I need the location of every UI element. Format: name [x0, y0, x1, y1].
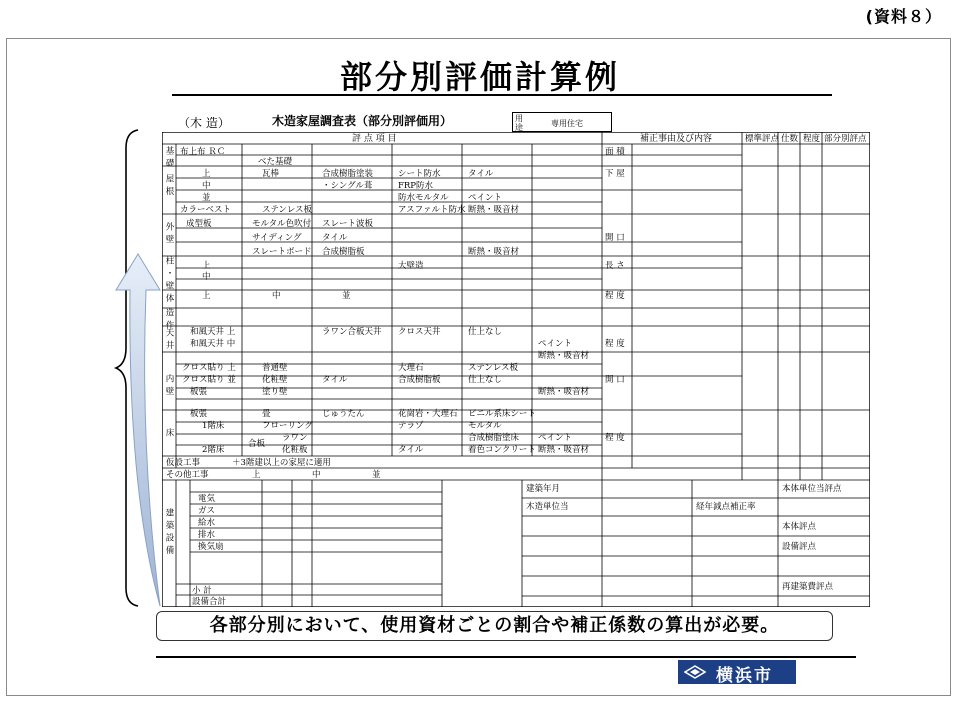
- summary-depreciation: 経年減点補正率: [696, 502, 756, 512]
- interior-material-cloth-lower: クロス貼り 並: [182, 375, 236, 385]
- ceiling-material-lauan: ラワン合板天井: [322, 327, 382, 337]
- interior-material-plaster: 塗り壁: [262, 387, 288, 397]
- row-roof-label: 屋根: [164, 174, 174, 199]
- fixture-material-lower: 並: [342, 291, 351, 301]
- floor-material-flooring: フローリング: [262, 421, 313, 431]
- column-material-upper: 上: [202, 261, 211, 271]
- equipment-drainage: 排水: [198, 530, 216, 540]
- yokohama-city-mark-icon: [684, 665, 706, 679]
- wall-material-mortar: モルタル色吹付: [252, 219, 312, 229]
- wall-material-resin: 合成樹脂板: [322, 247, 365, 257]
- floor-material-granite: 花崗岩・大理石: [398, 409, 458, 419]
- summary-unit-points: 本体単位当評点: [782, 484, 842, 494]
- wall-material-slateboard: スレートボード: [252, 247, 312, 257]
- floor-material-carpet: じゅうたん: [322, 409, 365, 419]
- summary-rebuild-points: 再建築費評点: [782, 582, 834, 592]
- roof-material-stainless: ステンレス板: [262, 205, 312, 215]
- correction-fixture: 程 度: [605, 291, 625, 301]
- roof-material-colorbest: カラーベスト: [180, 205, 232, 215]
- interior-material-resin: 合成樹脂板: [398, 375, 441, 385]
- floor-material-paint: ペイント: [538, 433, 573, 443]
- roof-material-asphalt: アスファルト防水: [398, 205, 466, 215]
- summary-build-date: 建築年月: [526, 484, 561, 494]
- wall-material-molded: 成型板: [186, 219, 212, 229]
- summary-equipment-points: 設備評点: [782, 542, 817, 552]
- roof-material-resin: 合成樹脂塗装: [322, 169, 374, 179]
- roof-material-sheet: シート防水: [398, 169, 441, 179]
- ceiling-material-paint: ペイント: [538, 339, 573, 349]
- equipment-electric: 電気: [198, 494, 216, 504]
- floor-material-board: 板張: [190, 409, 208, 419]
- temporary-work-note: ＋3階建以上の家屋に適用: [232, 458, 331, 468]
- fixture-material-upper: 上: [202, 291, 211, 301]
- floor-material-mortar: モルタル: [468, 421, 502, 431]
- summary-main-points: 本体評点: [782, 522, 817, 532]
- correction-column: 長 さ: [605, 261, 625, 271]
- interior-material-board: 板張: [190, 387, 208, 397]
- roof-material-middle: 中: [202, 181, 211, 191]
- wall-material-insulation: 断熱・吸音材: [468, 247, 520, 257]
- header-correction: 補正事由及び内容: [640, 134, 713, 144]
- roof-material-mortar: 防水モルタル: [398, 193, 449, 203]
- floor-material-insulation: 断熱・吸音材: [538, 445, 590, 455]
- roof-material-shingle: ・シングル葺: [322, 181, 373, 191]
- floor-material-lauan: ラワン: [282, 433, 308, 443]
- floor-material-colored-concrete: 着色コンクリート: [468, 445, 536, 455]
- use-key: 用途: [515, 114, 523, 132]
- header-area-ratio: 仕数: [781, 134, 799, 144]
- page-title: 部分別評価計算例: [339, 58, 620, 96]
- correction-foundation: 面 積: [605, 147, 625, 157]
- row-floor-label: 床: [164, 428, 174, 441]
- floor-material-decor: 化粧板: [282, 445, 308, 455]
- correction-exterior: 開 口: [605, 233, 625, 243]
- footer-rule: [156, 656, 856, 658]
- correction-interior: 開 口: [605, 375, 625, 385]
- interior-material-tile: タイル: [322, 375, 348, 385]
- equipment-gas: ガス: [198, 506, 216, 516]
- inspection-form: [162, 112, 870, 607]
- header-standard-points: 標準評点: [745, 134, 780, 144]
- roof-material-tile: タイル: [468, 169, 494, 179]
- wall-material-siding: サイディング: [252, 233, 302, 243]
- floor-material-resin: 合成樹脂塗床: [468, 433, 520, 443]
- roof-material-lower: 並: [202, 193, 211, 203]
- column-material-ohkabe: 大壁造: [398, 261, 424, 271]
- wall-material-slate: スレート波板: [322, 219, 374, 229]
- interior-material-none: 仕上なし: [468, 375, 503, 385]
- roof-material-insulation: 断熱・吸音材: [468, 205, 520, 215]
- use-box: [512, 112, 612, 132]
- structure-label: （木 造）: [178, 116, 230, 130]
- roof-material-upper: 上: [202, 169, 211, 179]
- floor-material-vinyl: ビニル系床シート: [468, 409, 537, 419]
- interior-material-stainless: ステンレス板: [468, 363, 518, 373]
- row-foundation-label: 基礎: [164, 146, 174, 171]
- other-work-middle: 中: [312, 470, 321, 480]
- logo-text: 横浜市: [716, 666, 773, 686]
- floor-material-plywood: 合板: [248, 439, 266, 449]
- floor-material-terrazzo: テラゾ: [398, 421, 424, 431]
- form-header: [162, 112, 870, 134]
- ceiling-material-cloth: クロス天井: [398, 327, 441, 337]
- ceiling-material-none: 仕上なし: [468, 327, 503, 337]
- row-interior-wall-label: 内壁: [164, 374, 174, 399]
- row-ceiling-label: 天井: [164, 328, 174, 353]
- yokohama-logo: [678, 660, 796, 684]
- roof-material-frp: FRP防水: [398, 181, 434, 191]
- curved-arrow-icon: [110, 250, 170, 620]
- form-title: 木造家屋調査表（部分別評価用）: [272, 114, 453, 128]
- interior-material-cloth-upper: クロス貼り 上: [182, 363, 236, 373]
- document-reference-label: (資料８）: [865, 7, 942, 26]
- wall-material-tile: タイル: [322, 233, 348, 243]
- correction-floor: 程 度: [605, 433, 625, 443]
- row-other-work-label: その他工事: [166, 470, 209, 480]
- interior-material-decorative-wall: 化粧壁: [262, 375, 288, 385]
- row-temporary-work-label: 仮設工事: [166, 458, 201, 468]
- interior-material-marble: 大理石: [398, 363, 424, 373]
- equipment-label: 建築設備: [164, 508, 174, 558]
- equipment-water-supply: 給水: [198, 518, 216, 528]
- correction-roof: 下 屋: [605, 169, 625, 179]
- row-exterior-wall-label: 外壁: [164, 222, 174, 247]
- correction-ceiling: 程 度: [605, 339, 625, 349]
- header-section-points: 部分別評点: [824, 134, 867, 144]
- floor-material-tile: タイル: [398, 445, 424, 455]
- ceiling-material-washitsu-upper: 和風天井 上: [190, 327, 236, 337]
- foundation-material-2: べた基礎: [258, 157, 293, 167]
- header-evaluation-items: 評 点 項 目: [352, 134, 397, 144]
- row-column-wall-label: 柱・壁体: [164, 256, 174, 306]
- other-work-upper: 上: [252, 470, 261, 480]
- floor-material-1f: 1階床: [202, 421, 225, 431]
- row-fixture-label: 造作: [164, 308, 174, 333]
- ceiling-material-washitsu-middle: 和風天井 中: [190, 339, 236, 349]
- summary-unit-wood: 木造単位当: [526, 502, 569, 512]
- foundation-material-1: 布上布 ＲＣ: [180, 147, 226, 157]
- floor-material-2f: 2階床: [202, 445, 225, 455]
- roof-material-kawara: 瓦棒: [262, 169, 280, 179]
- equipment-subtotal: 小 計: [192, 586, 212, 596]
- note-box: 各部分別において、使用資材ごとの割合や補正係数の算出が必要。: [156, 611, 833, 641]
- equipment-fan: 換気扇: [198, 542, 224, 552]
- other-work-lower: 並: [372, 470, 381, 480]
- equipment-total: 設備合計: [192, 597, 227, 607]
- use-value: 専用住宅: [551, 119, 583, 128]
- fixture-material-middle: 中: [272, 291, 281, 301]
- column-material-middle: 中: [202, 272, 211, 282]
- header-ratio: 程度: [803, 134, 821, 144]
- ceiling-material-insulation: 断熱・吸音材: [538, 351, 590, 361]
- title-underline: [172, 94, 832, 96]
- interior-material-normal-wall: 普通壁: [262, 363, 288, 373]
- interior-material-insulation: 断熱・吸音材: [538, 387, 590, 397]
- roof-material-paint: ペイント: [468, 193, 503, 203]
- floor-material-tatami: 畳: [262, 409, 271, 419]
